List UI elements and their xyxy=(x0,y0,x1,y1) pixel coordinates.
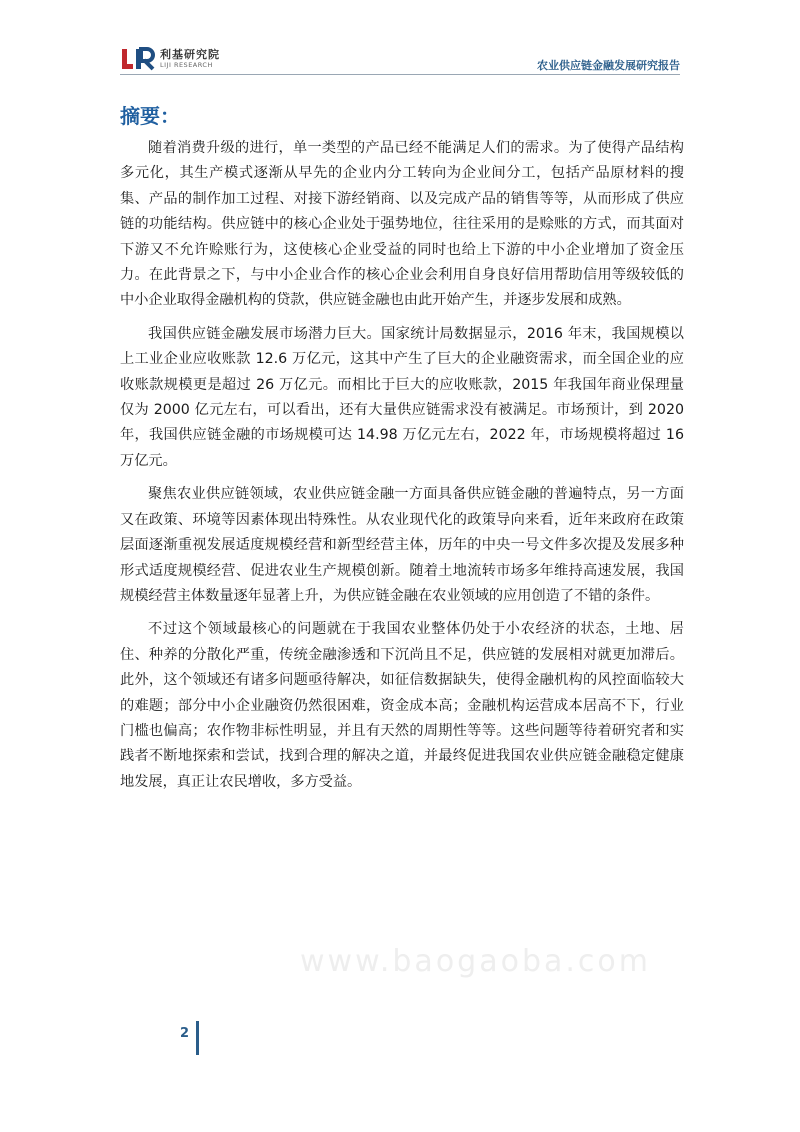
paragraph: 聚焦农业供应链领域，农业供应链金融一方面具备供应链金融的普遍特点，另一方面又在政策、环境等因素体现出特殊性。从农业现代化的政策导向来看，近年来政府在政策层面逐渐重视发展适度规模经营和新型经营主体，历年的中央一号文件多次提及发展多种形式适度规模经营、促进农业生产规模创新。随着土地流转市场多年维持高速发展，我国规模经营主体数量逐年显著上升，为供应链金融在农业领域的应用创造了不错的条件。 xyxy=(120,486,684,604)
report-title: 农业供应链金融发展研究报告 xyxy=(537,59,680,72)
section-title: 摘要： xyxy=(120,104,180,128)
logo-english-name: LIJI RESEARCH xyxy=(160,61,213,70)
abstract-body xyxy=(120,136,684,803)
footer-divider xyxy=(196,1021,199,1055)
lr-logo-icon xyxy=(120,47,156,71)
paragraph: 我国供应链金融发展市场潜力巨大。国家统计局数据显示，2016 年末，我国规模以上工业企业应收账款 12.6 万亿元，这其中产生了巨大的企业融资需求，而全国企业的应收账款规模更是超过 26 万亿元。而相比于巨大的应收账款，2015 年我国年商业保理量仅为 2000 亿元左右，可以看出，还有大量供应链需求没有被满足。市场预计，到 2020 年，我国供应链金融的市场规模可达 14.98 万亿元左右，2022 年，市场规模将超过 16 万亿元。 xyxy=(120,325,684,469)
page-header xyxy=(0,0,800,80)
liji-logo xyxy=(120,46,220,72)
paragraph: 随着消费升级的进行，单一类型的产品已经不能满足人们的需求。为了使得产品结构多元化，其生产模式逐渐从早先的企业内分工转向为企业间分工，包括产品原材料的搜集、产品的制作加工过程、对接下游经销商、以及完成产品的销售等等，从而形成了供应链的功能结构。供应链中的核心企业处于强势地位，往往采用的是赊账的方式，而其面对下游又不允许赊账行为，这使核心企业受益的同时也给上下游的中小企业增加了资金压力。在此背景之下，与中小企业合作的核心企业会利用自身良好信用帮助信用等级较低的中小企业取得金融机构的贷款，供应链金融也由此开始产生，并逐步发展和成熟。 xyxy=(120,140,684,309)
page-number: 2 xyxy=(180,1026,190,1041)
watermark: www.baogaoba.com xyxy=(300,944,651,979)
paragraph: 不过这个领域最核心的问题就在于我国农业整体仍处于小农经济的状态，土地、居住、种养的分散化严重，传统金融渗透和下沉尚且不足，供应链的发展相对就更加滞后。此外，这个领域还有诸多问题亟待解决，如征信数据缺失，使得金融机构的风控面临较大的难题；部分中小企业融资仍然很困难，资金成本高；金融机构运营成本居高不下，行业门槛也偏高；农作物非标性明显，并且有天然的周期性等等。这些问题等待着研究者和实践者不断地探索和尝试，找到合理的解决之道，并最终促进我国农业供应链金融稳定健康地发展，真正让农民增收，多方受益。 xyxy=(120,621,684,790)
logo-chinese-name: 利基研究院 xyxy=(160,48,220,62)
header-divider xyxy=(120,74,680,75)
